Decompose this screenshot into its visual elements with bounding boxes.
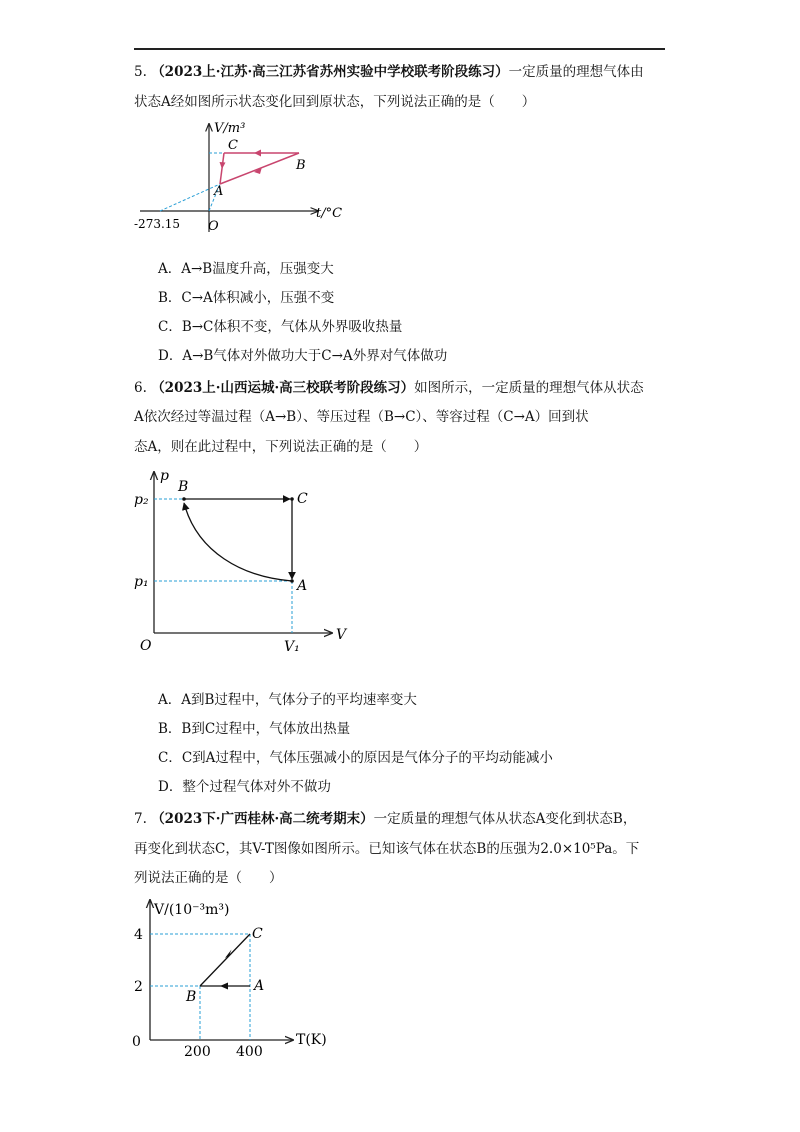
q5-x-label: t/°C bbox=[316, 206, 343, 221]
q6-origin-label: O bbox=[140, 638, 152, 654]
q5-vt-graph bbox=[130, 118, 380, 236]
q7-y-label: V/(10⁻³m³) bbox=[154, 902, 230, 918]
q5-intercept-label: -273.15 bbox=[134, 217, 181, 231]
q7-xtick-400: 400 bbox=[236, 1044, 263, 1060]
q5-option-c[interactable]: C．B→C体积不变，气体从外界吸收热量 bbox=[158, 319, 403, 335]
q5-option-b[interactable]: B．C→A体积减小，压强不变 bbox=[158, 290, 335, 306]
q6-line-3: 态A，则在此过程中，下列说法正确的是（ ） bbox=[134, 439, 428, 455]
q7-x-label: T(K) bbox=[296, 1032, 327, 1048]
q5-point-a: A bbox=[214, 184, 224, 199]
q7-line-1 bbox=[134, 809, 636, 829]
q7-number: 7. bbox=[134, 811, 147, 827]
q6-line-1 bbox=[134, 378, 644, 398]
q6-pv-graph bbox=[132, 462, 362, 662]
q7-point-a: A bbox=[254, 978, 265, 994]
q5-number: 5. bbox=[134, 64, 147, 80]
q7-point-c: C bbox=[252, 926, 263, 942]
q6-source: （2023上·山西运城·高三校联考阶段练习） bbox=[151, 380, 415, 396]
q6-line-2: A依次经过等温过程（A→B）、等压过程（B→C）、等容过程（C→A）回到状 bbox=[134, 409, 589, 425]
q6-v1-label: V₁ bbox=[284, 639, 300, 655]
q6-point-b-dot bbox=[182, 497, 186, 501]
q6-number: 6. bbox=[134, 380, 147, 396]
header-rule bbox=[134, 48, 665, 50]
q6-process-ab bbox=[184, 503, 292, 581]
q5-line-1 bbox=[134, 62, 644, 82]
q5-point-b: B bbox=[296, 158, 306, 173]
q7-line-2: 再变化到状态C，其V-T图像如图所示。已知该气体在状态B的压强为2.0×10⁵Pa。下 bbox=[134, 841, 640, 857]
q5-process-ab bbox=[220, 153, 299, 184]
q5-arrow-bc bbox=[254, 150, 261, 157]
q6-option-d[interactable]: D．整个过程气体对外不做功 bbox=[158, 779, 331, 795]
q6-option-c[interactable]: C．C到A过程中，气体压强减小的原因是气体分子的平均动能减小 bbox=[158, 750, 553, 766]
q6-p1-label: p₁ bbox=[134, 574, 149, 590]
q5-option-a[interactable]: A．A→B温度升高，压强变大 bbox=[158, 261, 334, 277]
q7-origin-label: 0 bbox=[132, 1034, 141, 1050]
q6-option-b[interactable]: B．B到C过程中，气体放出热量 bbox=[158, 721, 351, 737]
q6-point-b: B bbox=[178, 479, 189, 495]
q6-point-c-dot bbox=[290, 497, 294, 501]
q5-origin-label: O bbox=[208, 219, 219, 234]
q5-line-2: 状态A经如图所示状态变化回到原状态，下列说法正确的是（ ） bbox=[134, 94, 536, 110]
q5-source: （2023上·江苏·高三江苏省苏州实验中学校联考阶段练习） bbox=[151, 64, 509, 80]
q7-ytick-4: 4 bbox=[134, 927, 143, 943]
q5-option-d[interactable]: D．A→B气体对外做功大于C→A外界对气体做功 bbox=[158, 348, 448, 364]
q5-point-c: C bbox=[228, 138, 238, 153]
q7-ytick-2: 2 bbox=[134, 979, 143, 995]
q7-point-b: B bbox=[186, 989, 197, 1005]
q7-arrow-ab bbox=[220, 983, 228, 990]
q6-option-a[interactable]: A．A到B过程中，气体分子的平均速率变大 bbox=[158, 692, 417, 708]
q6-y-label: p bbox=[160, 468, 169, 484]
q7-stem-1: 一定质量的理想气体从状态A变化到状态B， bbox=[373, 811, 637, 827]
q6-point-c: C bbox=[297, 491, 308, 507]
q5-extension-line bbox=[160, 184, 220, 211]
q6-p2-label: p₂ bbox=[134, 492, 149, 508]
q6-x-label: V bbox=[336, 627, 347, 643]
q7-source: （2023下·广西桂林·高二统考期末） bbox=[151, 811, 374, 827]
q7-vt-graph bbox=[128, 894, 358, 1060]
q7-process-bc bbox=[200, 934, 250, 986]
q5-stem-1: 一定质量的理想气体由 bbox=[508, 64, 644, 80]
q6-point-a-dot bbox=[290, 579, 294, 583]
q7-xtick-200: 200 bbox=[184, 1044, 211, 1060]
q5-y-label: V/m³ bbox=[214, 121, 246, 136]
q6-point-a: A bbox=[297, 578, 308, 594]
q5-arrow-ca bbox=[220, 162, 226, 169]
q7-line-3: 列说法正确的是（ ） bbox=[134, 870, 283, 886]
q6-stem-1: 如图所示，一定质量的理想气体从状态 bbox=[414, 380, 644, 396]
